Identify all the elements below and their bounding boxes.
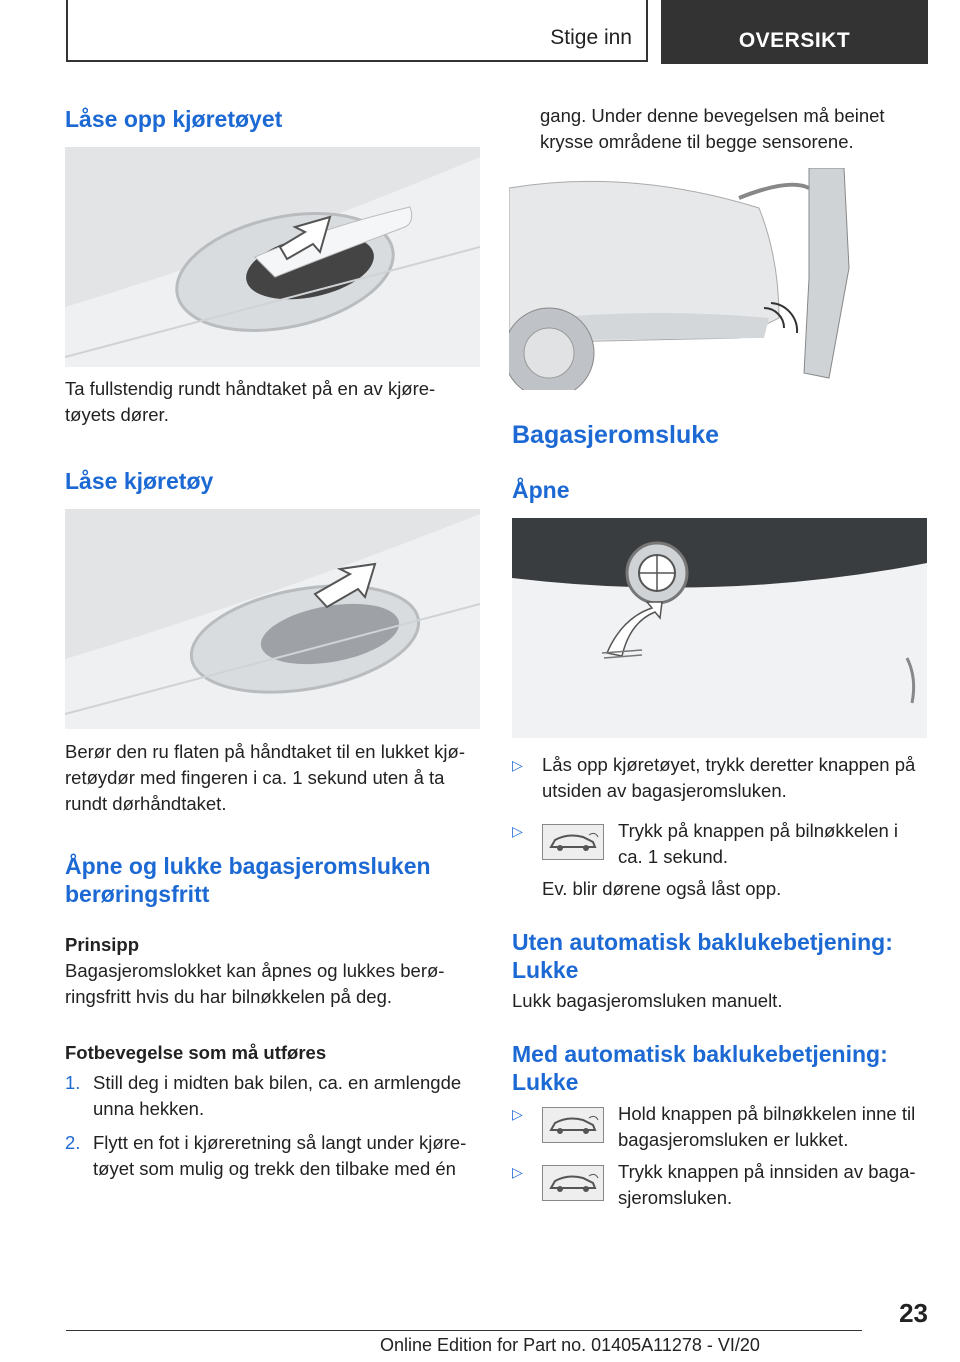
step-text: Still deg i midten bak bilen, ca. en armlengde unna hekken. <box>93 1072 462 1119</box>
bullet-triangle-icon: ▷ <box>512 1106 523 1122</box>
bullet-triangle-icon: ▷ <box>512 1164 523 1180</box>
section-tab[interactable] <box>66 0 648 62</box>
heading-touchless-1: Åpne og lukke bagasjeromsluken <box>65 853 431 879</box>
text-foot-continued: gang. Under denne bevegelsen må beinet krysse områdene til begge sensorene. <box>540 105 885 152</box>
image-foot-gesture <box>509 168 862 390</box>
text-unlock: Ta fullstendig rundt håndtaket på en av kjøre- tøyets dører. <box>65 378 436 425</box>
text-bullet-hold-key: Hold knappen på bilnøkkelen inne til bagasjeromsluken er lukket. <box>618 1103 916 1150</box>
text-bullet-unlock: Lås opp kjøretøyet, trykk deretter knappen på utsiden av bagasjeromsluken. <box>542 754 916 801</box>
text-bullet-inside-button: Trykk knappen på innsiden av baga- sjeromsluken. <box>618 1161 916 1208</box>
image-trunk-button <box>512 518 927 738</box>
step-text: Flytt en fot i kjøreretning så langt under kjøre- tøyet som mulig og trekk den tilbake med én <box>93 1132 467 1179</box>
heading-open: Åpne <box>512 477 570 503</box>
heading-trunk: Bagasjeromsluke <box>512 421 720 449</box>
section-label: Stige inn <box>550 26 632 49</box>
text-note-doors: Ev. blir dørene også låst opp. <box>542 878 782 899</box>
subheading-principle: Prinsipp <box>65 934 140 955</box>
bullet-triangle-icon: ▷ <box>512 823 523 839</box>
step-number: 2. <box>65 1132 81 1153</box>
text-bullet-key: Trykk på knappen på bilnøkkelen i ca. 1 sekund. <box>618 820 899 867</box>
list-item <box>512 752 927 804</box>
subheading-foot-motion: Fotbevegelse som må utføres <box>65 1042 327 1063</box>
image-door-handle-unlock <box>65 147 480 367</box>
heading-unlock: Låse opp kjøretøyet <box>65 106 283 132</box>
heading-no-auto-close: Uten automatisk baklukebetjening: Lukke <box>512 929 893 983</box>
image-door-handle-lock <box>65 509 480 729</box>
footer-divider <box>66 1330 862 1331</box>
heading-lock: Låse kjøretøy <box>65 468 214 494</box>
step-item <box>65 1070 480 1122</box>
footer-edition: Online Edition for Part no. 01405A11278 - VI/20 <box>380 1335 760 1355</box>
page-header <box>66 0 928 64</box>
step-number: 1. <box>65 1072 81 1093</box>
car-key-trunk-icon <box>542 824 604 860</box>
text-lock: Berør den ru flaten på håndtaket til en lukket kjø- retøydør med fingeren i ca. 1 sekund uten å ta rundt dørhåndtaket. <box>65 741 466 814</box>
step-item <box>65 1130 480 1182</box>
bullet-triangle-icon: ▷ <box>512 757 523 773</box>
text-close-manual: Lukk bagasjeromsluken manuelt. <box>512 990 783 1011</box>
chapter-label: OVERSIKT <box>738 29 851 52</box>
text-principle: Bagasjeromslokket kan åpnes og lukkes berø- ringsfritt hvis du har bilnøkkelen på deg. <box>65 960 445 1007</box>
heading-auto-close: Med automatisk baklukebetjening: Lukke <box>512 1041 888 1095</box>
chapter-tab[interactable] <box>661 0 928 64</box>
page-number: 23 <box>899 1298 928 1328</box>
heading-touchless-2: berøringsfritt <box>65 881 210 907</box>
car-key-trunk-icon <box>542 1107 604 1143</box>
trunk-button-icon <box>542 1165 604 1201</box>
